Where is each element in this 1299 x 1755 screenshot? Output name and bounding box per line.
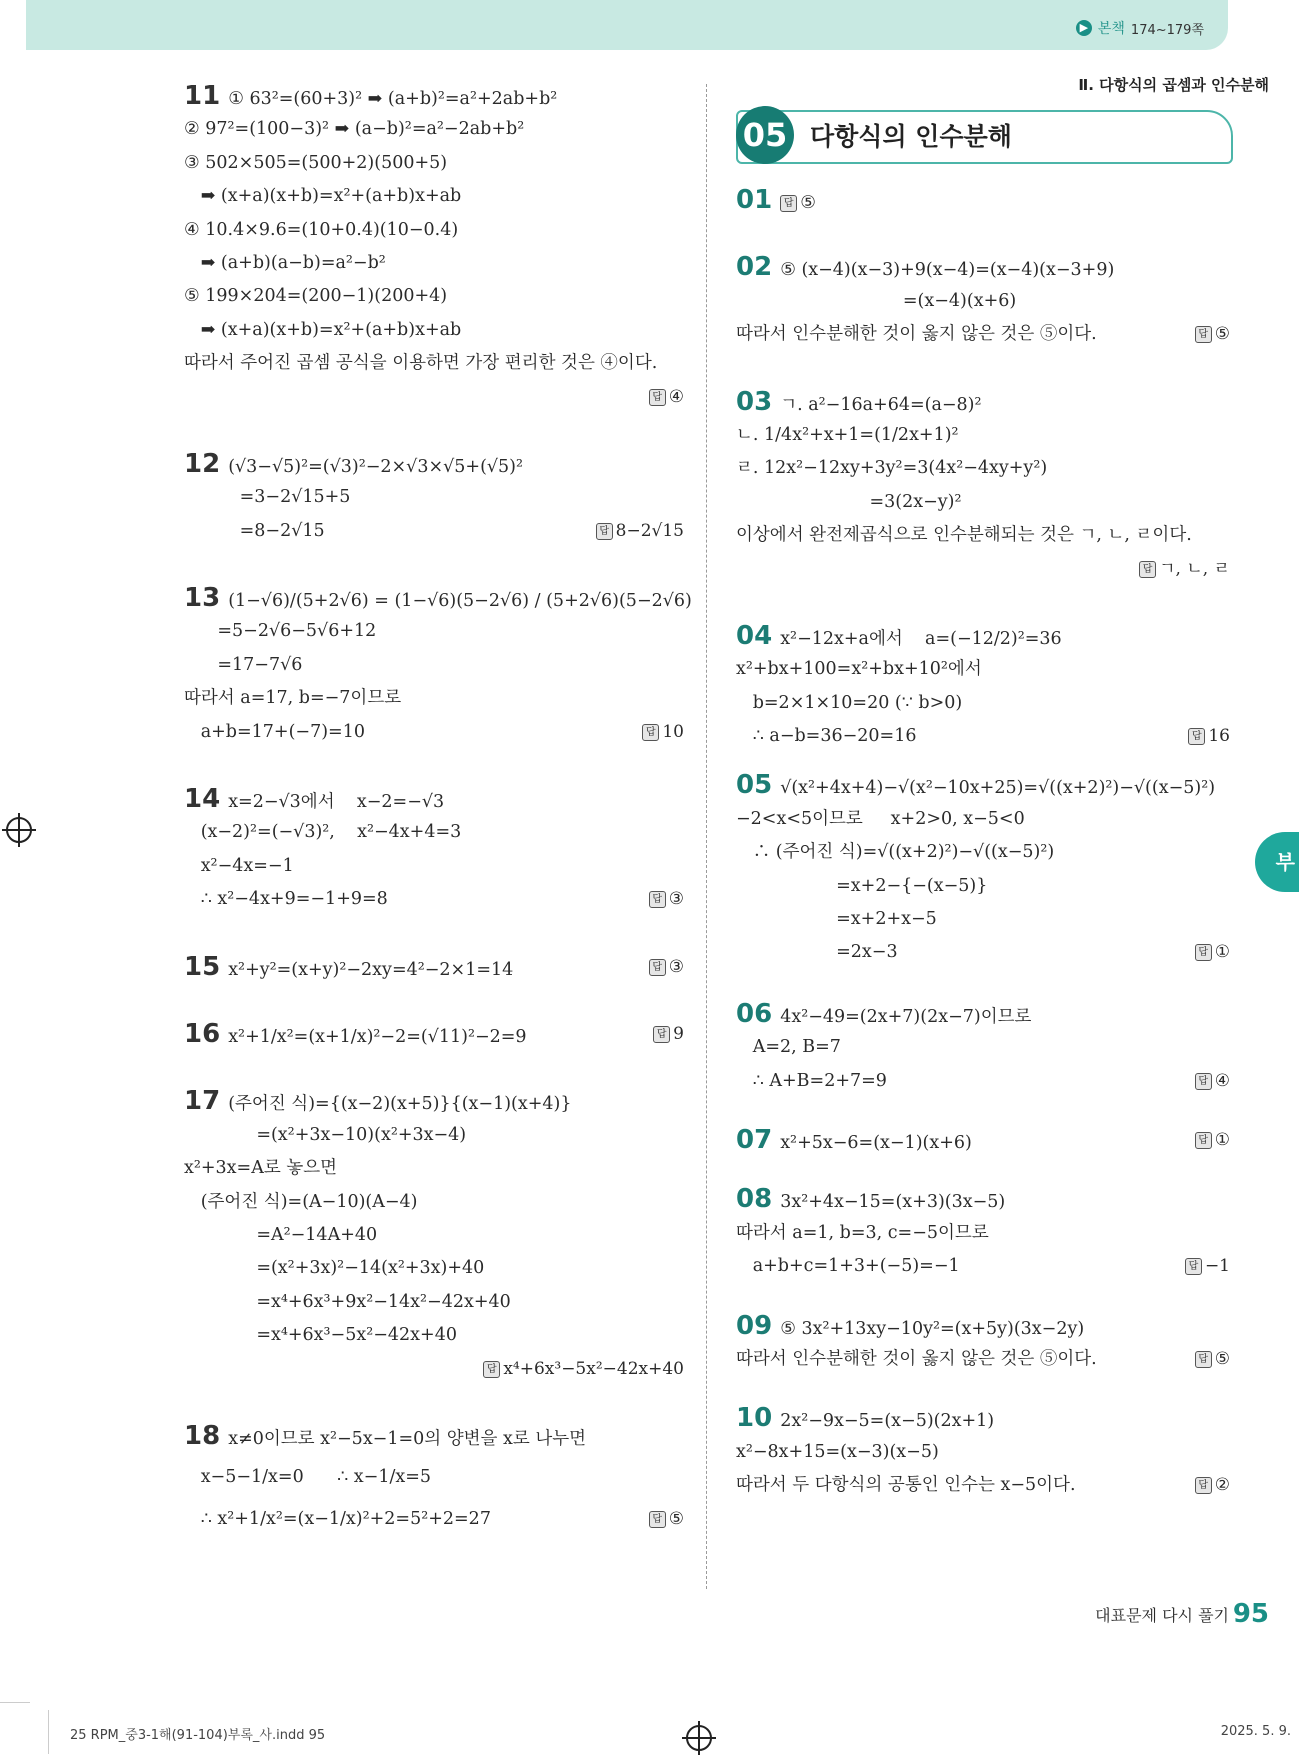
answer-value: −1 [1204,1256,1230,1277]
problem-number: 06 [736,998,773,1029]
solution-line [184,850,684,883]
answer-box [1195,1124,1230,1157]
solution-line [736,769,1230,802]
solution-line [184,1461,684,1494]
solution-line [184,682,684,715]
solution-text: 2x²−9x−5=(x−5)(2x+1) [780,1411,995,1432]
answer-box [649,951,684,984]
answer-icon: 답 [1188,728,1205,745]
answer-icon: 답 [649,891,666,908]
solution-line [736,1436,1230,1469]
answer-value: ③ [668,889,684,910]
solution-text: x²−8x+15=(x−3)(x−5) [736,1441,939,1462]
answer-value: ⑤ [800,193,816,213]
problem-number: 14 [184,784,221,815]
problem-number: 09 [736,1310,773,1341]
solution-line [184,347,684,380]
solution-text: x²+3x=A로 놓으면 [184,1158,338,1179]
answer-box [596,515,684,548]
solution-text: =3−2√15+5 [184,487,351,508]
answer-value: ④ [1214,1070,1230,1091]
solution-line [736,452,1230,485]
solution-line [184,280,684,313]
solution-text: =(x−4)(x+6) [736,290,1017,311]
solution-text: =x+2−{−(x−5)} [736,875,988,896]
solution-text: ➡ (x+a)(x+b)=x²+(a+b)x+ab [184,186,462,207]
answer-box [1139,553,1230,586]
reference-range: 174~179쪽 [1130,22,1204,38]
solution-line [184,783,684,816]
solution-text: x≠0이므로 x²−5x−1=0의 양변을 x로 나누면 [228,1428,587,1449]
solution-line [736,1124,1230,1157]
solution-line [184,515,684,548]
solution-text: 4x²−49=(2x+7)(2x−7)이므로 [780,1006,1032,1027]
answer-value: ② [1214,1475,1230,1496]
answer-icon: 답 [596,523,613,540]
solution-line [184,1186,684,1219]
answer-box [1195,1065,1230,1098]
solution-text: =5−2√6−5√6+12 [184,621,377,642]
solution-text: =x⁴+6x³+9x²−14x²−42x+40 [184,1291,511,1312]
solution-line [736,251,1230,284]
solution-line [736,870,1230,903]
registration-mark-icon [686,1725,712,1751]
solution-line [184,1353,684,1386]
answer-box [649,1503,684,1536]
solution-line [736,936,1230,969]
answer-icon: 답 [1185,1258,1202,1275]
answer-icon: 답 [649,389,666,406]
answer-icon: 답 [1195,1132,1212,1149]
solution-text: ④ 10.4×9.6=(10+0.4)(10−0.4) [184,219,459,240]
solution-line [736,553,1230,586]
solution-line [184,214,684,247]
file-slug: 25 RPM_중3-1해(91-104)부록_사.indd 95 [70,1728,326,1743]
solution-text: ∴ (주어진 식)=√((x+2)²)−√((x−5)²) [736,842,1055,863]
solution-text: x²−4x=−1 [184,855,294,876]
answer-box [649,883,684,916]
answer-value: 9 [673,1023,684,1044]
solution-line [736,1065,1230,1098]
solution-line [736,386,1230,419]
problem-number: 03 [736,386,773,417]
answer-value: ④ [668,386,684,407]
answer-box [1185,1250,1230,1283]
answer-value: ⑤ [1214,324,1230,345]
section-number: 05 [736,106,794,164]
answer-icon: 답 [1195,1351,1212,1368]
solution-text: ⑤ 199×204=(200−1)(200+4) [184,286,448,307]
footer-title: 대표문제 다시 풀기 [1095,1606,1229,1625]
solution-text: ㄱ. a²−16a+64=(a−8)² [780,394,982,415]
solution-text: ➡ (a+b)(a−b)=a²−b² [184,252,386,273]
solution-text: a+b+c=1+3+(−5)=−1 [736,1256,960,1277]
trim-line-vertical [48,1710,49,1754]
solution-text: 따라서 인수분해한 것이 옳지 않은 것은 ⑤이다. [736,1348,1097,1369]
problem-number: 05 [736,770,773,801]
solution-text: √(x²+4x+4)−√(x²−10x+25)=√((x+2)²)−√((x−5)²) [780,778,1216,799]
solution-text: ㄴ. 1/4x²+x+1=(1/2x+1)² [736,424,959,445]
answer-icon: 답 [1139,561,1156,578]
solution-text: ∴ A+B=2+7=9 [736,1070,887,1091]
answer-icon: 답 [1195,1073,1212,1090]
problem-number: 13 [184,583,221,614]
solution-line [184,113,684,146]
solution-text: ➡ (x+a)(x+b)=x²+(a+b)x+ab [184,319,462,340]
answer-value: 10 [662,721,684,742]
page-reference [1076,18,1204,38]
solution-line [736,486,1230,519]
solution-line [184,1286,684,1319]
solution-text: =3(2x−y)² [736,491,962,512]
problem-number: 02 [736,252,773,283]
solution-text: ① 63²=(60+3)² ➡ (a+b)²=a²+2ab+b² [228,89,558,109]
solution-line [736,720,1230,753]
solution-text: ㄹ. 12x²−12xy+3y²=3(4x²−4xy+y²) [736,458,1048,479]
page-number: 95 [1232,1599,1269,1629]
section-header [736,110,1233,164]
solution-line [736,653,1230,686]
problem-number: 01 [736,185,773,215]
answer-box [483,1353,684,1386]
solution-line [736,836,1230,869]
answer-value: 8−2√15 [615,520,684,541]
solution-line [736,1343,1230,1376]
reference-label: 본책 [1097,21,1125,37]
answer-icon: 답 [642,724,659,741]
answer-icon: 답 [649,959,666,976]
solution-line [184,147,684,180]
answer-box [642,716,684,749]
solution-line [184,1219,684,1252]
solution-line [736,419,1230,452]
solution-line [736,1217,1230,1250]
solution-line [736,285,1230,318]
solution-text: =x+2+x−5 [736,909,937,930]
solution-line [736,519,1230,552]
solution-text: (주어진 식)=(A−10)(A−4) [184,1191,418,1212]
solution-line [736,1250,1230,1283]
answer-value: ① [1214,1129,1230,1150]
solution-line [184,615,684,648]
problem-number: 04 [736,620,773,651]
answer-value: 16 [1208,726,1230,747]
answer-value: ⑤ [1214,1348,1230,1369]
solution-text: =2x−3 [736,942,898,963]
solution-line [184,649,684,682]
problem-number: 07 [736,1124,773,1155]
solution-line [184,180,684,213]
solution-text: (√3−√5)²=(√3)²−2×√3×√5+(√5)² [228,456,524,477]
problem-number: 16 [184,1018,221,1049]
solution-line [736,903,1230,936]
answer-value: ⑤ [668,1508,684,1529]
solution-text: x²+y²=(x+y)²−2xy=4²−2×1=14 [228,959,514,980]
solution-text: x=2−√3에서 x−2=−√3 [228,792,445,813]
solution-text: =17−7√6 [184,654,303,675]
solution-text: x−5−1/x=0 ∴ x−1/x=5 [184,1467,432,1488]
solution-text: 따라서 주어진 곱셈 공식을 이용하면 가장 편리한 것은 ④이다. [184,353,658,374]
solution-line [736,1402,1230,1435]
solution-text: ⑤ (x−4)(x−3)+9(x−4)=(x−4)(x−3+9) [780,260,1115,281]
answer-icon: 답 [780,195,797,212]
solution-text: 3x²+4x−15=(x+3)(3x−5) [780,1192,1006,1213]
solution-text: b=2×1×10=20 (∵ b>0) [736,692,963,713]
solution-text: ② 97²=(100−3)² ➡ (a−b)²=a²−2ab+b² [184,119,525,140]
registration-mark-icon [6,817,32,843]
answer-value: ③ [668,956,684,977]
solution-line [184,1018,684,1051]
solution-text: x²+bx+100=x²+bx+10²에서 [736,659,982,680]
solution-text: 따라서 a=1, b=3, c=−5이므로 [736,1222,989,1243]
solution-text: (1−√6)/(5+2√6) = (1−√6)(5−2√6) / (5+2√6)(5−2√6) [228,591,692,612]
solution-line [184,1252,684,1285]
solution-line [184,247,684,280]
solution-text: 따라서 a=17, b=−7이므로 [184,688,402,709]
solution-line [184,1085,684,1118]
problem-number: 08 [736,1184,773,1215]
solution-line [184,448,684,481]
solution-text: (주어진 식)={(x−2)(x+5)}{(x−1)(x+4)} [228,1094,572,1115]
solution-line [736,620,1230,653]
solution-line [184,1319,684,1352]
solution-line [736,687,1230,720]
solution-line [184,314,684,347]
solution-line [184,716,684,749]
appendix-tab: 부 [1255,832,1299,892]
arrow-right-icon: ▶ [1076,20,1092,36]
answer-icon: 답 [483,1361,500,1378]
answer-icon: 답 [1195,326,1212,343]
solution-text: A=2, B=7 [736,1037,841,1058]
answer-box [653,1018,684,1051]
solution-text: (x−2)²=(−√3)², x²−4x+4=3 [184,822,462,843]
problem-number: 17 [184,1086,221,1117]
solution-text: ③ 502×505=(500+2)(500+5) [184,152,448,173]
solution-line [736,184,1230,217]
solution-line [736,1469,1230,1502]
answer-box [1195,1343,1230,1376]
solution-line [184,951,684,984]
column-divider [706,84,707,1589]
answer-box [1195,936,1230,969]
solution-text: −2<x<5이므로 x+2>0, x−5<0 [736,808,1025,829]
solution-text: x²+1/x²=(x+1/x)²−2=(√11)²−2=9 [228,1026,527,1047]
answer-icon: 답 [1195,944,1212,961]
solution-line [184,582,692,615]
answer-value: x⁴+6x³−5x²−42x+40 [503,1358,684,1379]
right-column [736,184,1230,1503]
solution-line [184,816,684,849]
solution-line [184,1119,684,1152]
answer-icon: 답 [653,1026,670,1043]
solution-line [736,1183,1230,1216]
problem-number: 15 [184,951,221,982]
answer-icon: 답 [1195,1477,1212,1494]
solution-text: ∴ a−b=36−20=16 [736,726,917,747]
solution-line [184,1420,684,1453]
solution-text: =8−2√15 [184,520,325,541]
answer-box [1195,318,1230,351]
solution-text: ∴ x²−4x+9=−1+9=8 [184,889,388,910]
solution-line [184,1503,684,1536]
trim-line [0,1702,30,1703]
section-title: 다항식의 인수분해 [810,122,1012,151]
solution-text: 따라서 두 다항식의 공통인 인수는 x−5이다. [736,1475,1076,1496]
solution-line [736,1031,1230,1064]
answer-icon: 답 [649,1511,666,1528]
top-banner [26,0,1228,50]
solution-line [184,1152,684,1185]
solution-text: =A²−14A+40 [184,1224,378,1245]
solution-text: =(x²+3x−10)(x²+3x−4) [184,1124,467,1145]
solution-line [184,80,684,113]
solution-text: 이상에서 완전제곱식으로 인수분해되는 것은 ㄱ, ㄴ, ㄹ이다. [736,525,1192,546]
answer-value: ㄱ, ㄴ, ㄹ [1159,558,1230,579]
problem-number: 18 [184,1420,221,1451]
solution-text: x²+5x−6=(x−1)(x+6) [780,1132,972,1153]
solution-line [736,1310,1230,1343]
answer-value: ① [1214,942,1230,963]
solution-text: a+b=17+(−7)=10 [184,721,365,742]
solution-line [736,318,1230,351]
left-column [184,80,692,1536]
solution-text: ⑤ 3x²+13xy−10y²=(x+5y)(3x−2y) [780,1318,1085,1339]
problem-number: 11 [184,81,221,111]
solution-text: x²−12x+a에서 a=(−12/2)²=36 [780,628,1062,649]
solution-text: =(x²+3x)²−14(x²+3x)+40 [184,1258,485,1279]
solution-line [184,481,684,514]
solution-line [736,803,1230,836]
print-date: 2025. 5. 9. [1220,1724,1291,1739]
problem-number: 10 [736,1403,773,1434]
solution-text: 따라서 인수분해한 것이 옳지 않은 것은 ⑤이다. [736,324,1097,345]
solution-text: ∴ x²+1/x²=(x−1/x)²+2=5²+2=27 [184,1508,491,1529]
solution-text: =x⁴+6x³−5x²−42x+40 [184,1325,457,1346]
chapter-title: Ⅱ. 다항식의 곱셈과 인수분해 [1078,76,1269,94]
solution-line [736,998,1230,1031]
solution-line [184,883,684,916]
answer-box [1195,1469,1230,1502]
problem-number: 12 [184,448,221,479]
answer-box [1188,720,1230,753]
solution-line [184,381,684,414]
answer-box [649,381,684,414]
